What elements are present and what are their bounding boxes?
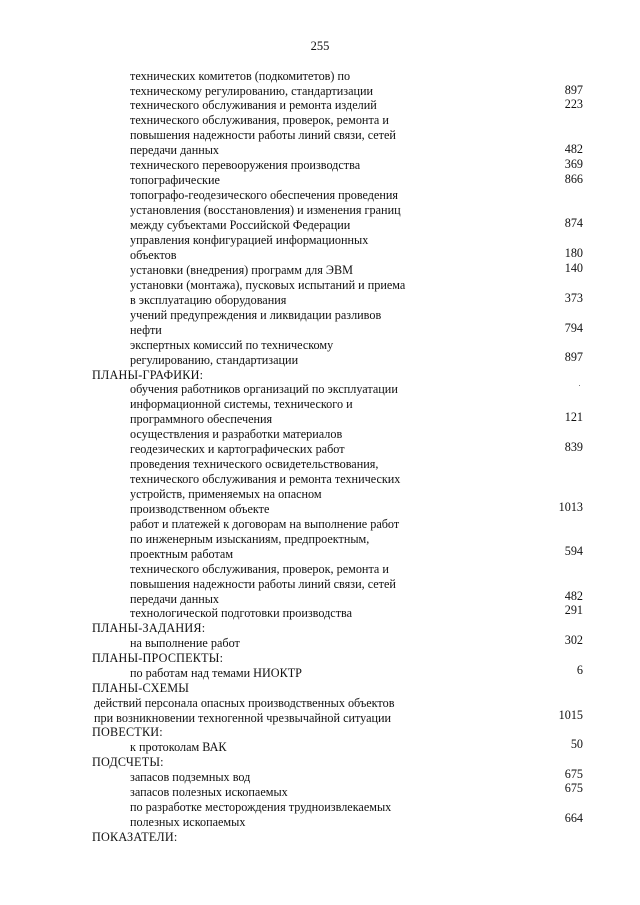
page-reference: 369 — [564, 157, 583, 171]
index-line: передачи данных — [130, 143, 220, 157]
page-reference: 897 — [564, 83, 583, 97]
index-line: технического обслуживания и ремонта технических — [130, 472, 401, 486]
index-line: технического обслуживания, проверок, ремонта и — [130, 562, 389, 576]
index-line: в эксплуатацию оборудования — [130, 293, 287, 307]
page-reference: 839 — [564, 440, 583, 454]
index-line: топографо-геодезического обеспечения проведения — [130, 188, 399, 202]
index-line: полезных ископаемых — [130, 815, 246, 829]
index-line: на выполнение работ — [130, 636, 240, 650]
index-line: по разработке месторождения трудноизвлекаемых — [130, 800, 392, 814]
section-heading: ПЛАНЫ-СХЕМЫ — [92, 681, 190, 695]
index-line: обучения работников организаций по эксплуатации — [130, 382, 398, 396]
page-reference: 121 — [564, 410, 583, 424]
section-heading: ПОКАЗАТЕЛИ: — [92, 830, 178, 844]
index-line: передачи данных — [130, 592, 220, 606]
section-heading: ПЛАНЫ-ЗАДАНИЯ: — [92, 621, 206, 635]
index-line: техническому регулированию, стандартизации — [130, 84, 374, 98]
page-reference: 140 — [564, 261, 583, 275]
index-line: по инженерным изысканиям, предпроектным, — [130, 532, 370, 546]
page-reference: 866 — [564, 172, 583, 186]
section-heading: ПОДСЧЕТЫ: — [92, 755, 164, 769]
page-reference: 675 — [564, 767, 583, 781]
page-reference: 675 — [564, 781, 583, 795]
index-line: установки (монтажа), пусковых испытаний и приема — [130, 278, 406, 292]
index-line: технического обслуживания, проверок, ремонта и — [130, 113, 389, 127]
page-reference: 482 — [564, 589, 583, 603]
index-line: повышения надежности работы линий связи, сетей — [130, 577, 396, 591]
index-line: регулированию, стандартизации — [130, 353, 299, 367]
scan-speck — [579, 385, 580, 386]
page-number: 255 — [310, 39, 330, 53]
index-line: информационной системы, технического и — [130, 397, 353, 411]
index-line: производственном объекте — [130, 502, 270, 516]
page-reference: 291 — [564, 603, 583, 617]
index-line: между субъектами Российской Федерации — [130, 218, 351, 232]
page-reference: 482 — [564, 142, 583, 156]
index-line: управления конфигурацией информационных — [130, 233, 369, 247]
index-line: программного обеспечения — [130, 412, 273, 426]
index-line: к протоколам ВАК — [130, 740, 227, 754]
page-reference: 50 — [570, 737, 583, 751]
index-line: действий персонала опасных производственных объектов — [94, 696, 395, 710]
index-line: проектным работам — [130, 547, 234, 561]
index-line: работ и платежей к договорам на выполнение работ — [130, 517, 400, 531]
index-line: повышения надежности работы линий связи, сетей — [130, 128, 396, 142]
page-reference: 897 — [564, 350, 583, 364]
page-reference: 223 — [564, 97, 583, 111]
index-line: при возникновении техногенной чрезвычайной ситуации — [94, 711, 392, 725]
index-line: установления (восстановления) и изменения границ — [130, 203, 401, 217]
index-line: запасов полезных ископаемых — [130, 785, 288, 799]
page-reference: 1013 — [558, 500, 583, 514]
index-line: технического перевооружения производства — [130, 158, 361, 172]
page-reference: 664 — [564, 811, 583, 825]
section-heading: ПЛАНЫ-ГРАФИКИ: — [92, 368, 204, 382]
page-reference: 302 — [564, 633, 583, 647]
index-line: технических комитетов (подкомитетов) по — [130, 69, 351, 83]
index-line: по работам над темами НИОКТР — [130, 666, 302, 680]
page-reference: 874 — [564, 216, 583, 230]
index-line: осуществления и разработки материалов — [130, 427, 343, 441]
index-line: геодезических и картографических работ — [130, 442, 345, 456]
page-reference: 6 — [576, 663, 583, 677]
index-line: устройств, применяемых на опасном — [130, 487, 322, 501]
index-line: технологической подготовки производства — [130, 606, 353, 620]
index-line: нефти — [130, 323, 162, 337]
page-reference: 180 — [564, 246, 583, 260]
page-reference: 1015 — [558, 708, 583, 722]
index-line: технического обслуживания и ремонта изделий — [130, 98, 377, 112]
section-heading: ПОВЕСТКИ: — [92, 725, 163, 739]
page-reference: 594 — [564, 544, 583, 558]
section-heading: ПЛАНЫ-ПРОСПЕКТЫ: — [92, 651, 224, 665]
index-line: установки (внедрения) программ для ЭВМ — [130, 263, 353, 277]
index-line: топографические — [130, 173, 220, 187]
index-line: экспертных комиссий по техническому — [130, 338, 334, 352]
index-line: проведения технического освидетельствования, — [130, 457, 379, 471]
index-line: запасов подземных вод — [130, 770, 251, 784]
index-line: учений предупреждения и ликвидации разливов — [130, 308, 382, 322]
page-reference: 373 — [564, 291, 583, 305]
page-reference: 794 — [564, 321, 583, 335]
index-line: объектов — [130, 248, 177, 262]
